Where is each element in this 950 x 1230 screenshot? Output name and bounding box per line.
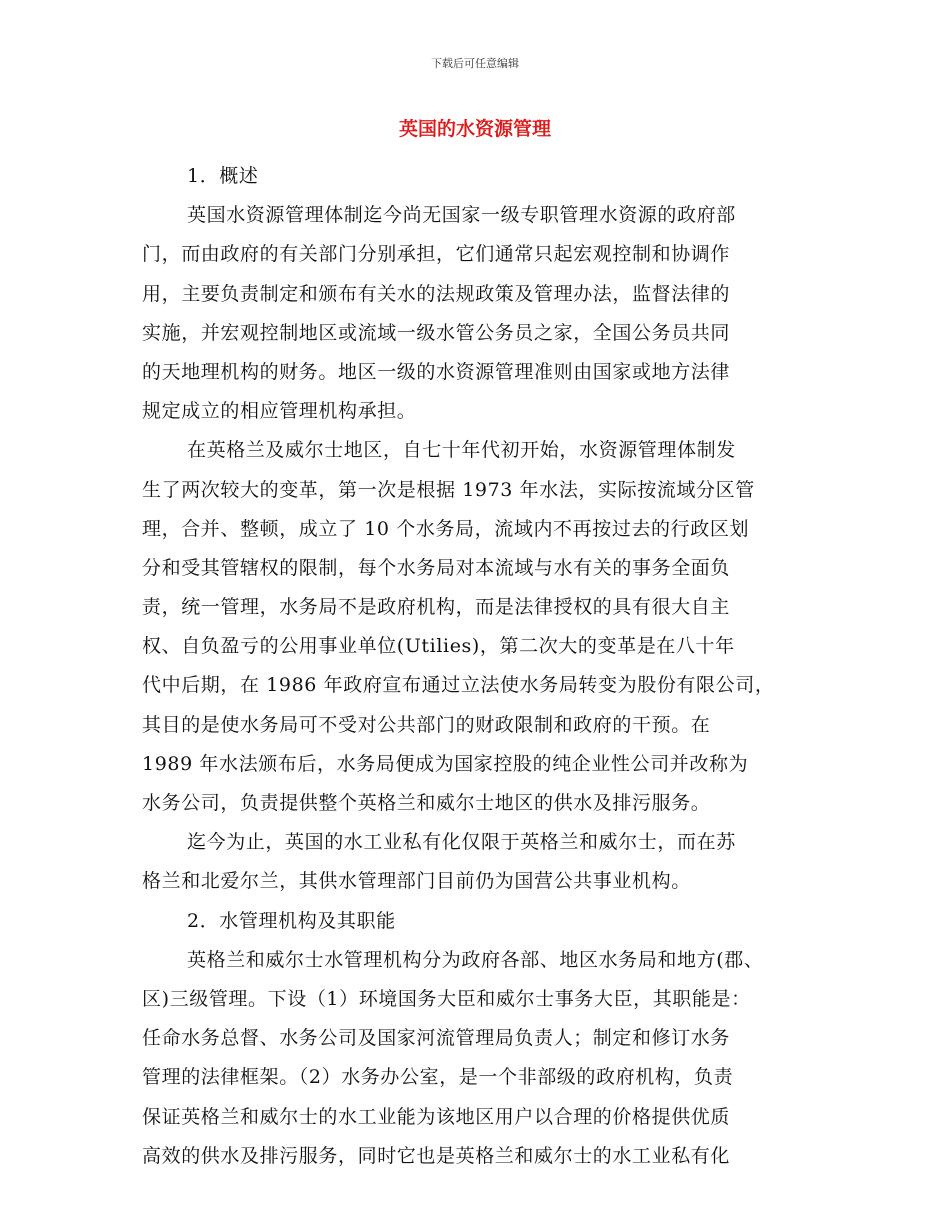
paragraph-line: 格兰和北爱尔兰，其供水管理部门目前仍为国营公共事业机构。 bbox=[142, 870, 691, 893]
paragraph-line: 水务公司，负责提供整个英格兰和威尔士地区的供水及排污服务。 bbox=[142, 792, 711, 814]
paragraph-line: 生了两次较大的变革，第一次是根据 1973 年水法，实际按流域分区管 bbox=[142, 478, 755, 501]
paragraph-line: 在英格兰及威尔士地区，自七十年代初开始，水资源管理体制发 bbox=[187, 439, 736, 462]
paragraph-line: 保证英格兰和威尔士的水工业能为该地区用户以合理的价格提供优质 bbox=[142, 1105, 731, 1128]
paragraph-line: 1989 年水法颁布后，水务局便成为国家控股的纯企业性公司并改称为 bbox=[142, 752, 749, 775]
paragraph-line: 责，统一管理，水务局不是政府机构，而是法律授权的具有很大自主 bbox=[142, 596, 731, 619]
paragraph-line: 英国水资源管理体制迄今尚无国家一级专职管理水资源的政府部 bbox=[187, 204, 736, 227]
paragraph-line: 规定成立的相应管理机构承担。 bbox=[142, 400, 417, 423]
header-note: 下载后可任意编辑 bbox=[431, 57, 519, 70]
paragraph-line: 门，而由政府的有关部门分别承担，它们通常只起宏观控制和协调作 bbox=[142, 243, 731, 266]
paragraph-line: 高效的供水及排污服务，同时它也是英格兰和威尔士的水工业私有化 bbox=[142, 1144, 731, 1167]
section-heading: 1．概述 bbox=[187, 165, 259, 187]
paragraph-line: 区)三级管理。下设（1）环境国务大臣和威尔士事务大臣，其职能是： bbox=[142, 987, 751, 1010]
paragraph-line: 理，合并、整顿，成立了 10 个水务局，流域内不再按过去的行政区划 bbox=[142, 517, 750, 540]
document-body bbox=[142, 157, 822, 1176]
paragraph-line: 其目的是使水务局可不受对公共部门的财政限制和政府的干预。在 bbox=[142, 713, 711, 736]
paragraph-line: 管理的法律框架。（2）水务办公室，是一个非部级的政府机构，负责 bbox=[142, 1066, 734, 1089]
paragraph-line: 分和受其管辖权的限制，每个水务局对本流域与水有关的事务全面负 bbox=[142, 556, 731, 579]
paragraph-line: 权、自负盈亏的公用事业单位(Utilies)，第二次大的变革是在八十年 bbox=[142, 635, 735, 658]
document-title: 英国的水资源管理 bbox=[398, 118, 551, 140]
section-heading: 2．水管理机构及其职能 bbox=[187, 909, 396, 932]
paragraph-line: 实施，并宏观控制地区或流域一级水管公务员之家，全国公务员共同 bbox=[142, 321, 731, 344]
paragraph-line: 用，主要负责制定和颁布有关水的法规政策及管理办法，监督法律的 bbox=[142, 282, 731, 305]
paragraph-line: 迄今为止，英国的水工业私有化仅限于英格兰和威尔士，而在苏 bbox=[187, 831, 736, 854]
paragraph-line: 英格兰和威尔士水管理机构分为政府各部、地区水务局和地方(郡、 bbox=[187, 948, 764, 971]
paragraph-line: 的天地理机构的财务。地区一级的水资源管理准则由国家或地方法律 bbox=[142, 360, 731, 383]
paragraph-line: 任命水务总督、水务公司及国家河流管理局负责人；制定和修订水务 bbox=[142, 1027, 731, 1050]
paragraph-line: 代中后期，在 1986 年政府宣布通过立法使水务局转变为股份有限公司， bbox=[142, 674, 775, 697]
